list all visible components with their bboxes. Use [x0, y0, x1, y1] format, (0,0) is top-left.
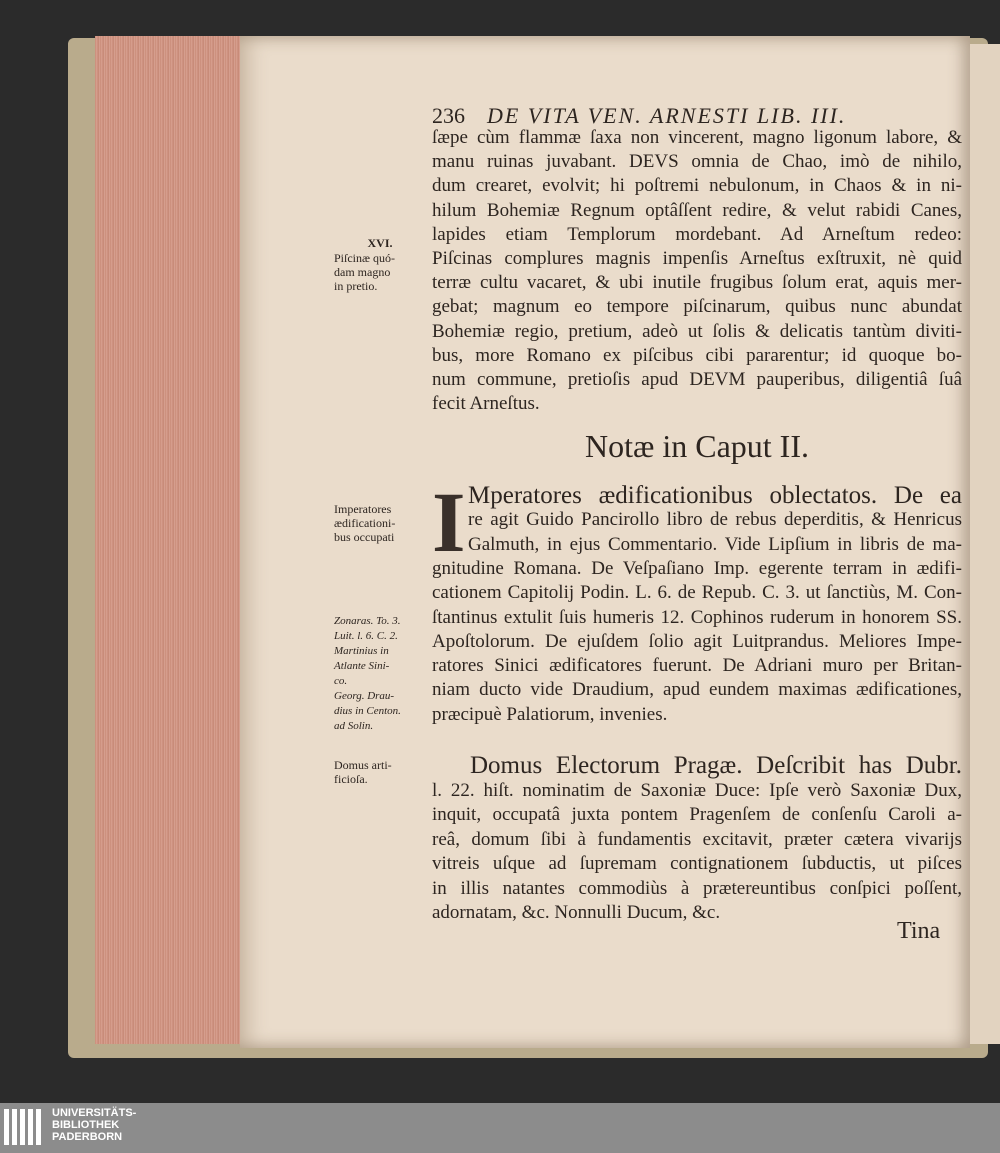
note-line: ædificationi- — [334, 516, 396, 530]
text-line: terræ cultu vacaret, & ubi inutile frugibus ſolum erat, aquis mer- — [432, 272, 962, 294]
note-line: Zonaras. To. 3. — [334, 615, 401, 627]
margin-note-imperatores — [334, 502, 426, 544]
text-line: gebat; magnum eo tempore piſcinarum, quibus nunc abundat — [432, 296, 962, 318]
note-line: in pretio. — [334, 279, 378, 293]
text-line: Piſcinas complures magnis impenſis Arneſtus exſtruxit, nè quid — [432, 248, 962, 269]
logo-line: PADERBORN — [52, 1131, 123, 1143]
margin-note-references — [334, 614, 426, 734]
text-line: re agit Guido Pancirollo libro de rebus deperditis, & Henricus — [468, 509, 962, 531]
text-line: præcipuè Palatiorum, invenies. — [432, 703, 668, 725]
footer-bar — [0, 1103, 1000, 1153]
margin-note-piscinae — [334, 251, 426, 293]
text-line: adornatam, &c. Nonnulli Ducum, &c. — [432, 902, 721, 923]
section-heading: Notæ in Caput II. — [585, 428, 809, 464]
text-line: gnitudine Romana. De Veſpaſiano Imp. egerente terram in ædifi- — [432, 557, 962, 579]
text-line: manu ruinas juvabant. DEVS omnia de Chao, imò de nihilo, — [432, 151, 962, 173]
text-line: ſæpe cùm flammæ ſaxa non vincerent, magno ligonum labore, & — [432, 127, 962, 148]
text-line: ratores Sinici ædificatores fuerunt. De Adriani muro per Britan- — [432, 655, 962, 677]
note-line: ad Solin. — [334, 720, 374, 732]
page-edges — [95, 36, 245, 1044]
text-line: Domus Electorum Pragæ. Deſcribit has Dubr. — [470, 752, 962, 779]
text-line: fecit Arneſtus. — [432, 393, 540, 415]
note-line: co. — [334, 675, 348, 687]
note-line: Martinius in — [334, 645, 389, 657]
text-line: Bohemiæ regio, pretium, adeò ut ſolis & delicatis tantùm diviti- — [432, 320, 962, 342]
note-line: Imperatores — [334, 502, 392, 516]
library-logo-text — [52, 1107, 136, 1143]
page-number: 236 — [432, 103, 465, 128]
catchword: Tina — [897, 918, 941, 944]
text-line: Mperatores ædificationibus oblectatos. De ea — [468, 482, 962, 509]
text-line: vitreis uſque ad ſupremam contignationem ſubductis, ut piſces — [432, 853, 962, 874]
text-line: Apoſtolorum. De ejuſdem ſolio agit Luitprandus. Meliores Impe- — [432, 630, 962, 652]
note-line: dam magno — [334, 265, 391, 279]
text-line: niam ducto vide Draudium, apud eundem maximas ædificationes, — [432, 679, 962, 701]
text-line: lapides etiam Templorum mordebant. Ad Arneſtum redeo: — [432, 223, 962, 245]
text-line: hilum Bohemiæ Regnum optâſſent redire, & velut rabidi Canes, — [432, 199, 962, 221]
running-title: DE VITA VEN. ARNESTI LIB. III. — [487, 103, 847, 128]
note-line: Domus arti- — [334, 758, 392, 772]
text-line: num commune, pretioſis apud DEVM pauperibus, diligentiâ ſuâ — [432, 369, 962, 390]
logo-line: UNIVERSITÄTS- — [52, 1107, 137, 1119]
drop-cap: I — [432, 474, 466, 570]
note-line: Piſcinæ quó- — [334, 251, 396, 265]
note-line: ficioſa. — [334, 772, 368, 786]
note-line: Luit. l. 6. C. 2. — [334, 630, 398, 642]
note-line: dius in Centon. — [334, 705, 401, 717]
text-line: ſtantinus extulit ſuis humeris 12. Cophinos ruderum in honorem SS. — [432, 606, 962, 628]
margin-note-number: XVI. — [367, 236, 393, 250]
library-logo-icon — [4, 1109, 41, 1145]
text-line: bus, more Romano ex piſcibus cibi pararentur; id quoque bo- — [432, 344, 962, 366]
text-line: Galmuth, in ejus Commentario. Vide Lipſium in libris de ma- — [468, 533, 962, 555]
logo-line: BIBLIOTHEK — [52, 1119, 120, 1131]
facing-page-edge — [970, 44, 1000, 1044]
text-line: dum crearet, evolvit; hi poſtremi nebulonum, in Chaos & in ni- — [432, 175, 962, 197]
margin-note-domus — [334, 758, 426, 786]
note-line: Georg. Drau- — [334, 690, 395, 702]
note-line: bus occupati — [334, 530, 395, 544]
text-line: reâ, domum ſibi à fundamentis excitavit, præter cætera vivarijs — [432, 828, 962, 850]
text-line: in illis natantes commodiùs à prætereuntibus conſpici poſſent, — [432, 877, 962, 899]
text-line: cationem Capitolij Podin. L. 6. de Repub. C. 3. ut ſanctiùs, M. Con- — [432, 582, 962, 604]
text-line: inquit, occupatâ juxta pontem Pragenſem de conſenſu Caroli a- — [432, 804, 962, 825]
note-line: Atlante Sini- — [334, 660, 390, 672]
text-line: l. 22. hiſt. nominatim de Saxoniæ Duce: Ipſe verò Saxoniæ Dux, — [432, 779, 962, 801]
